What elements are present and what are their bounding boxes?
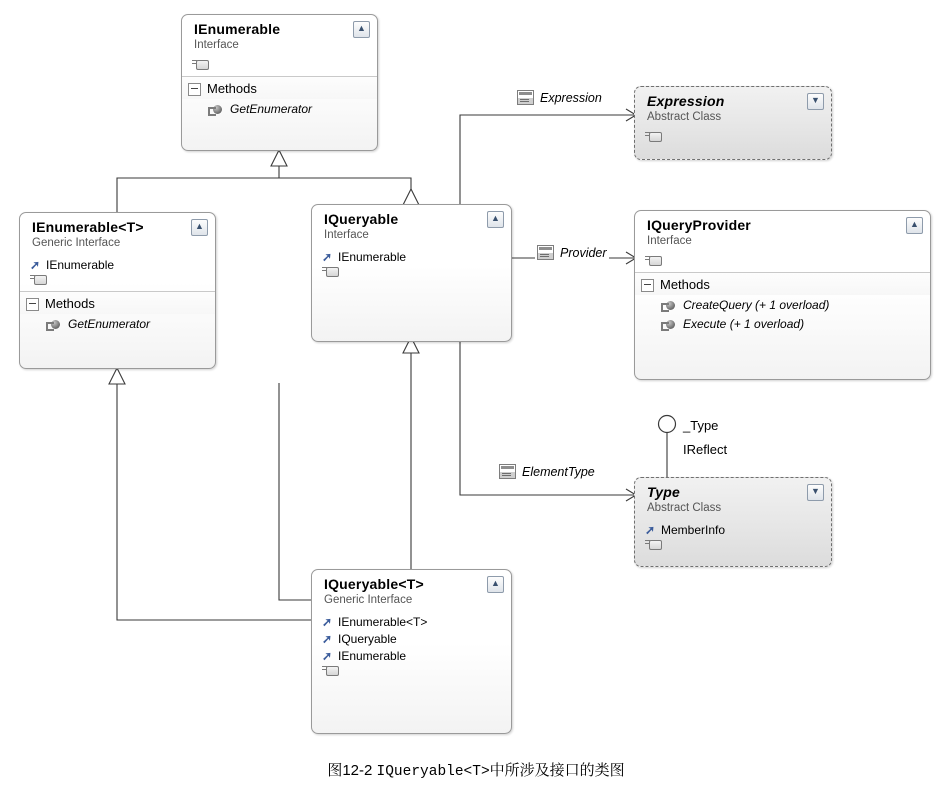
figure-caption <box>0 759 952 780</box>
method-icon <box>46 319 62 331</box>
collapse-expander-icon[interactable] <box>188 83 201 96</box>
interface-plug-row <box>645 539 825 550</box>
class-stereotype: Abstract Class <box>647 502 722 514</box>
plug-icon <box>322 266 338 277</box>
methods-section-header[interactable] <box>182 76 377 99</box>
class-rows <box>635 521 831 553</box>
class-title: IEnumerable <box>194 21 281 37</box>
inheritance-arrow-icon: ➚ <box>322 250 333 264</box>
inherits-row <box>30 257 209 274</box>
association-icon <box>537 245 554 260</box>
methods-section-header[interactable] <box>635 272 930 295</box>
class-header <box>182 15 377 58</box>
class-rows <box>182 58 377 73</box>
interface-plug-row <box>322 266 505 277</box>
plug-icon <box>645 255 661 266</box>
interface-plug-row <box>322 665 505 676</box>
class-header <box>635 87 831 130</box>
inheritance-arrow-icon: ➚ <box>30 258 41 272</box>
inherits-label: IEnumerable <box>338 649 407 663</box>
inherits-row <box>322 249 505 266</box>
chevron-up-icon[interactable]: ▲ <box>487 211 504 228</box>
class-rows <box>635 130 831 145</box>
class-header <box>20 213 215 256</box>
inherits-label: IEnumerable<T> <box>338 615 428 629</box>
method-label: GetEnumerator <box>68 317 151 331</box>
class-title: IQueryable<T> <box>324 576 424 592</box>
class-header <box>312 205 511 248</box>
class-box-ienumerable-generic[interactable] <box>19 212 216 369</box>
collapse-expander-icon[interactable] <box>26 298 39 311</box>
class-rows <box>312 613 511 679</box>
chevron-up-icon[interactable]: ▲ <box>191 219 208 236</box>
interface-plug-row <box>645 131 825 142</box>
inheritance-arrow-icon: ➚ <box>322 615 333 629</box>
inherits-row <box>322 631 505 648</box>
plug-icon <box>322 665 338 676</box>
caption-code: IQueryable<T> <box>376 764 490 780</box>
class-stereotype: Interface <box>647 235 692 247</box>
association-label-elementtype[interactable] <box>497 464 597 479</box>
method-icon <box>661 319 677 331</box>
method-icon <box>661 300 677 312</box>
section-label: Methods <box>45 296 95 311</box>
caption-number: 图12-2 <box>327 762 373 779</box>
class-box-expression[interactable] <box>634 86 832 160</box>
inherits-label: IEnumerable <box>46 258 115 272</box>
class-stereotype: Interface <box>324 229 369 241</box>
section-label: Methods <box>660 277 710 292</box>
plug-icon <box>645 539 661 550</box>
class-rows <box>312 248 511 280</box>
collapse-expander-icon[interactable] <box>641 279 654 292</box>
method-item[interactable] <box>46 315 209 334</box>
chevron-up-icon[interactable]: ▲ <box>353 21 370 38</box>
inherits-row <box>322 648 505 665</box>
inherits-label: IQueryable <box>338 632 397 646</box>
class-box-iqueryable-generic[interactable] <box>311 569 512 734</box>
class-rows <box>635 254 930 269</box>
class-rows <box>20 256 215 288</box>
chevron-up-icon[interactable]: ▲ <box>906 217 923 234</box>
lollipop-line-1: _Type <box>683 418 719 433</box>
class-box-ienumerable[interactable] <box>181 14 378 151</box>
lollipop-label-type <box>683 417 718 435</box>
class-stereotype: Generic Interface <box>32 237 121 249</box>
method-icon <box>208 104 224 116</box>
inherits-row <box>645 522 825 539</box>
class-title: IEnumerable<T> <box>32 219 144 235</box>
association-label-expression[interactable] <box>515 90 604 105</box>
method-list <box>635 295 930 340</box>
lollipop-label-ireflect <box>683 441 727 459</box>
inheritance-arrow-icon: ➚ <box>645 523 656 537</box>
class-stereotype: Generic Interface <box>324 594 413 606</box>
class-box-iqueryprovider[interactable] <box>634 210 931 380</box>
association-label-provider[interactable] <box>535 245 609 260</box>
association-icon <box>517 90 534 105</box>
class-title: IQueryProvider <box>647 217 751 233</box>
inheritance-arrow-icon: ➚ <box>322 632 333 646</box>
caption-text: 中所涉及接口的类图 <box>489 762 625 779</box>
inheritance-arrow-icon: ➚ <box>322 649 333 663</box>
class-box-type[interactable] <box>634 477 832 567</box>
method-list <box>182 99 377 125</box>
method-item[interactable] <box>661 296 924 315</box>
section-label: Methods <box>207 81 257 96</box>
class-header <box>312 570 511 613</box>
method-label: Execute (+ 1 overload) <box>683 317 805 331</box>
inherits-label: MemberInfo <box>661 523 726 537</box>
association-icon <box>499 464 516 479</box>
association-text: Expression <box>540 90 602 105</box>
inherits-row <box>322 614 505 631</box>
interface-plug-row <box>645 255 924 266</box>
class-header <box>635 478 831 521</box>
class-box-iqueryable[interactable] <box>311 204 512 342</box>
inherits-label: IEnumerable <box>338 250 407 264</box>
interface-plug-row <box>192 59 371 70</box>
interface-plug-row <box>30 274 209 285</box>
plug-icon <box>645 131 661 142</box>
class-stereotype: Interface <box>194 39 239 51</box>
method-list <box>20 314 215 340</box>
class-title: Type <box>647 484 680 500</box>
chevron-down-icon[interactable]: ▼ <box>807 484 824 501</box>
association-text: Provider <box>560 245 607 260</box>
class-header <box>635 211 930 254</box>
methods-section-header[interactable] <box>20 291 215 314</box>
method-item[interactable] <box>208 100 371 119</box>
class-stereotype: Abstract Class <box>647 111 722 123</box>
method-item[interactable] <box>661 315 924 334</box>
lollipop-line-2: IReflect <box>683 442 728 457</box>
method-label: CreateQuery (+ 1 overload) <box>683 298 830 312</box>
plug-icon <box>30 274 46 285</box>
association-text: ElementType <box>522 464 595 479</box>
method-label: GetEnumerator <box>230 102 313 116</box>
plug-icon <box>192 59 208 70</box>
class-title: Expression <box>647 93 725 109</box>
class-title: IQueryable <box>324 211 399 227</box>
chevron-down-icon[interactable]: ▼ <box>807 93 824 110</box>
chevron-up-icon[interactable]: ▲ <box>487 576 504 593</box>
